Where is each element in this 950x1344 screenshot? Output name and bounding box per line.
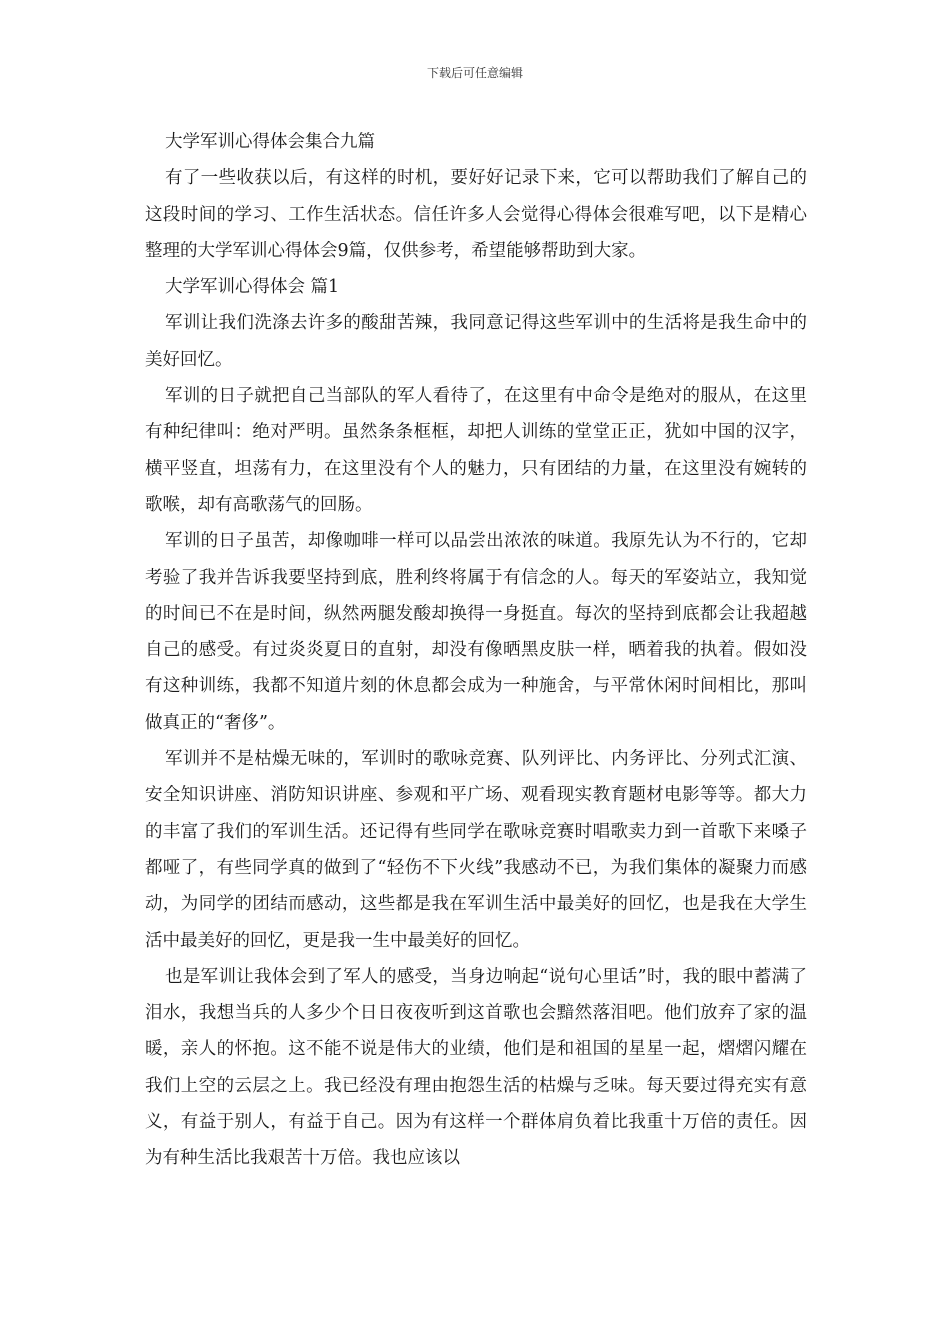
paragraph-intro: 有了一些收获以后，有这样的时机，要好好记录下来，它可以帮助我们了解自己的这段时间的学习、工作生活状态。信任许多人会觉得心得体会很难写吧，以下是精心整理的大学军训心得体会9篇，仅供参考，希望能够帮助到大家。 (145, 168, 807, 261)
document-body (145, 124, 807, 1177)
paragraph-1: 军训让我们洗涤去许多的酸甜苦辣，我同意记得这些军训中的生活将是我生命中的美好回忆。 (145, 313, 807, 370)
paragraph-2: 军训的日子就把自己当部队的军人看待了，在这里有中命令是绝对的服从，在这里有种纪律叫：绝对严明。虽然条条框框，却把人训练的堂堂正正，犹如中国的汉字，横平竖直，坦荡有力，在这里没有个人的魅力，只有团结的力量，在这里没有婉转的歌喉，却有高歌荡气的回肠。 (145, 386, 807, 515)
section-heading: 大学军训心得体会 篇1 (165, 277, 340, 298)
page-header: 下载后可任意编辑 (426, 66, 523, 80)
document-title: 大学军训心得体会集合九篇 (165, 132, 375, 152)
paragraph-5: 也是军训让我体会到了军人的感受，当身边响起“说句心里话”时，我的眼中蓄满了泪水，我想当兵的人多少个日日夜夜听到这首歌也会黯然落泪吧。他们放弃了家的温暖，亲人的怀抱。这不能不说是伟大的业绩，他们是和祖国的星星一起，熠熠闪耀在我们上空的云层之上。我已经没有理由抱怨生活的枯燥与乏味。每天要过得充实有意义，有益于别人，有益于自己。因为有这样一个群体肩负着比我重十万倍的责任。因为有种生活比我艰苦十万倍。我也应该以 (145, 966, 807, 1169)
paragraph-3: 军训的日子虽苦，却像咖啡一样可以品尝出浓浓的味道。我原先认为不行的，它却考验了我并告诉我要坚持到底，胜利终将属于有信念的人。每天的军姿站立，我知觉的时间已不在是时间，纵然两腿发酸却换得一身挺直。每次的坚持到底都会让我超越自己的感受。有过炎炎夏日的直射，却没有像晒黑皮肤一样，晒着我的执着。假如没有这种训练，我都不知道片刻的休息都会成为一种施舍，与平常休闲时间相比，那叫做真正的“奢侈”。 (145, 531, 807, 733)
paragraph-4: 军训并不是枯燥无味的，军训时的歌咏竞赛、队列评比、内务评比、分列式汇演、安全知识讲座、消防知识讲座、参观和平广场、观看现实教育题材电影等等。都大力的丰富了我们的军训生活。还记得有些同学在歌咏竞赛时唱歌卖力到一首歌下来嗓子都哑了，有些同学真的做到了“轻伤不下火线”我感动不已，为我们集体的凝聚力而感动，为同学的团结而感动，这些都是我在军训生活中最美好的回忆，也是我在大学生活中最美好的回忆，更是我一生中最美好的回忆。 (145, 749, 807, 951)
